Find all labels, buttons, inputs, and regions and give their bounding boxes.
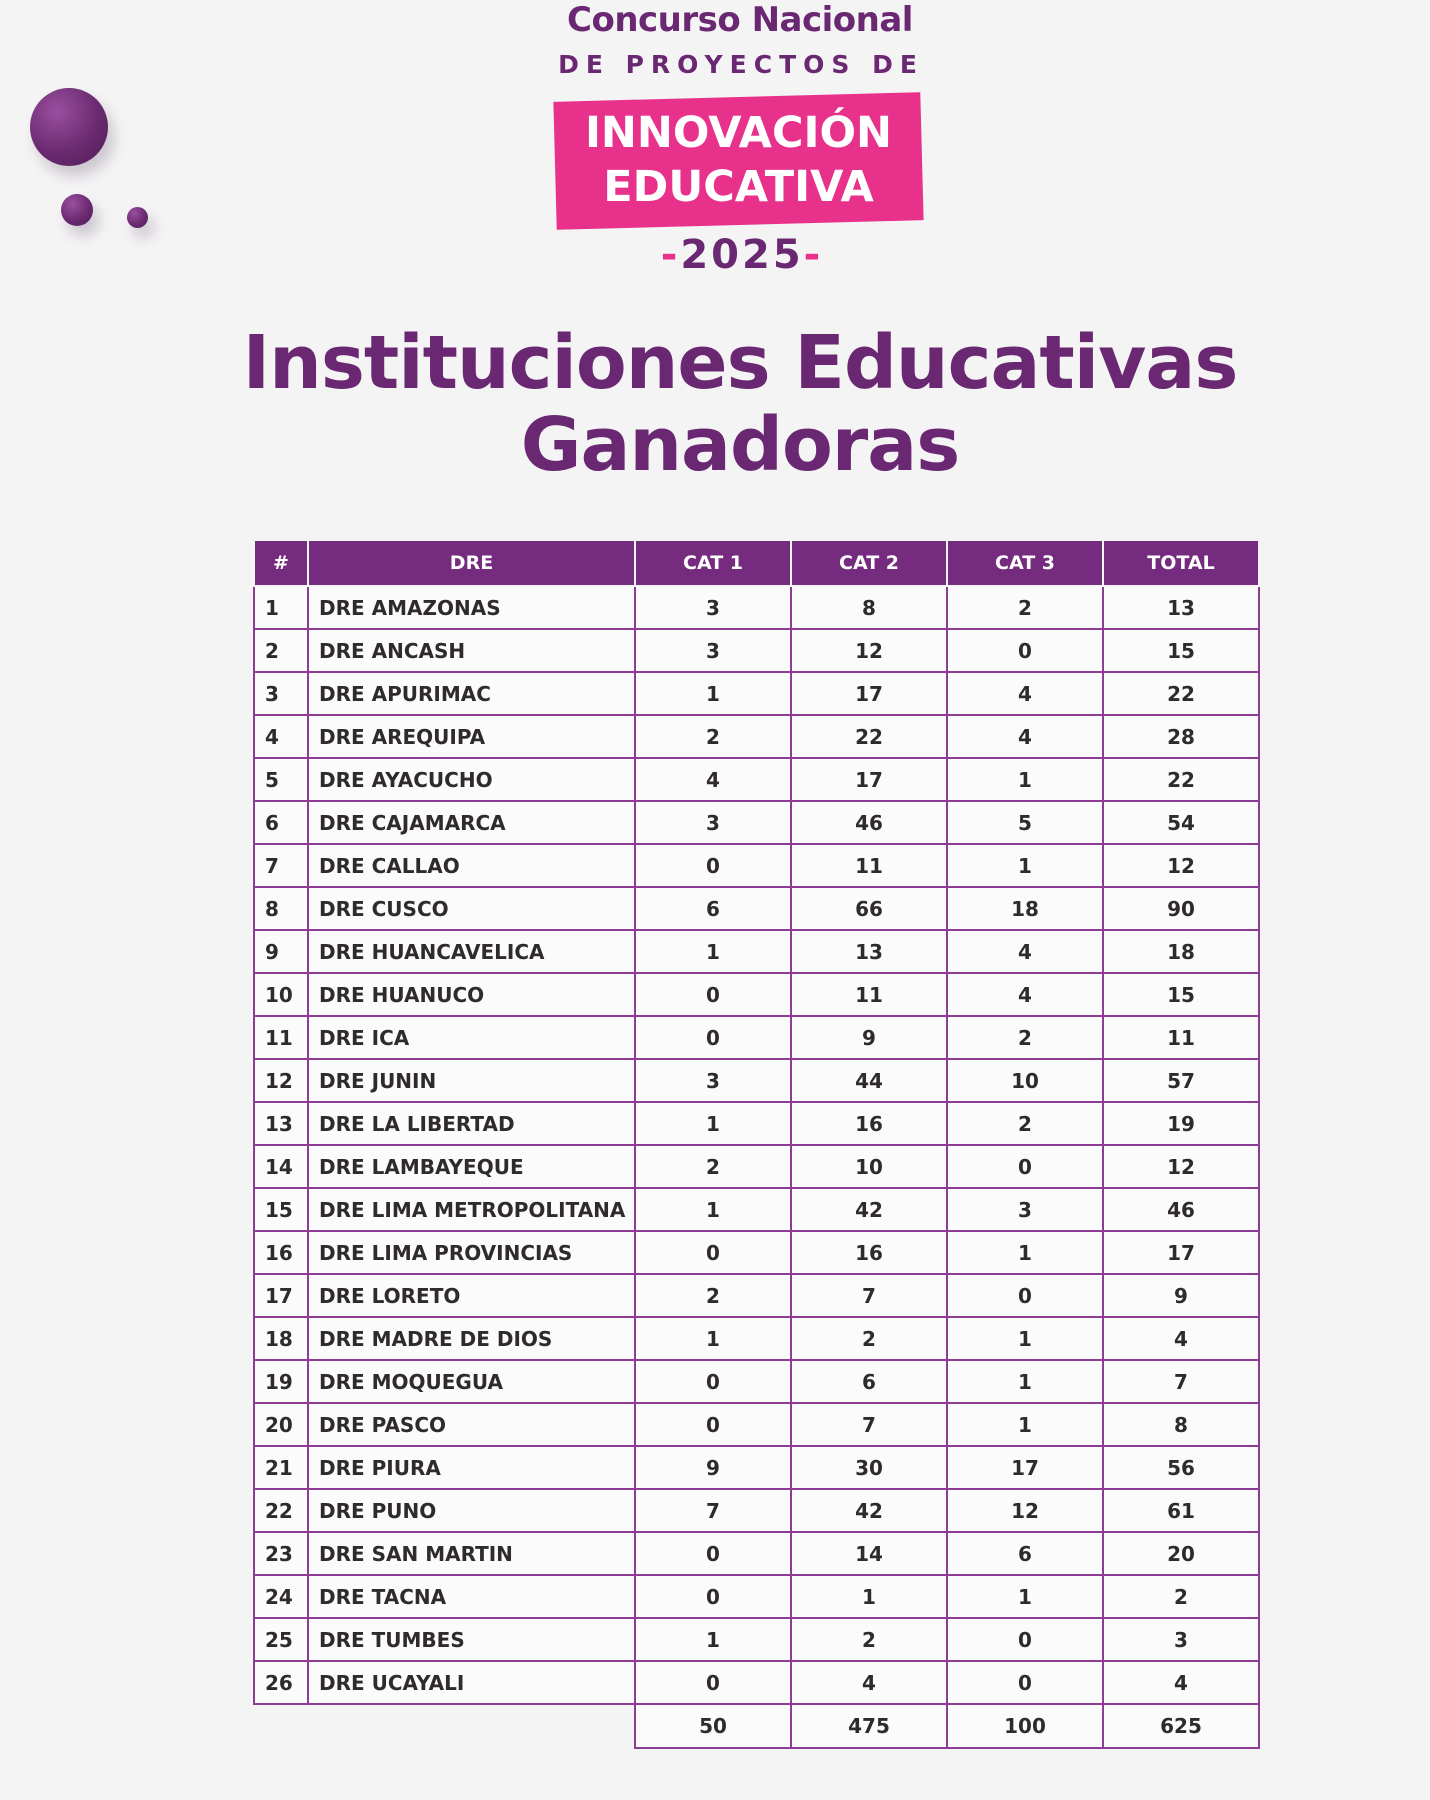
cat1-count: 1 (635, 930, 791, 973)
cat1-count: 1 (635, 1188, 791, 1231)
grand-total: 625 (1103, 1704, 1259, 1748)
cat3-count: 1 (947, 1575, 1103, 1618)
row-total: 2 (1103, 1575, 1259, 1618)
cat3-count: 4 (947, 973, 1103, 1016)
row-total: 18 (1103, 930, 1259, 973)
cat3-count: 1 (947, 1360, 1103, 1403)
logo-year (0, 232, 1430, 278)
row-number: 2 (254, 629, 308, 672)
cat1-count: 0 (635, 1360, 791, 1403)
row-number: 24 (254, 1575, 308, 1618)
row-total: 20 (1103, 1532, 1259, 1575)
row-total: 22 (1103, 758, 1259, 801)
row-number: 26 (254, 1661, 308, 1704)
table-row (254, 672, 1259, 715)
table-row (254, 1661, 1259, 1704)
cat3-count: 3 (947, 1188, 1103, 1231)
dre-name: DRE PUNO (308, 1489, 635, 1532)
cat1-count: 0 (635, 1231, 791, 1274)
small-dot-graphic (127, 207, 148, 228)
cat2-count: 2 (791, 1618, 947, 1661)
cat3-count: 2 (947, 586, 1103, 629)
row-number: 15 (254, 1188, 308, 1231)
cat2-count: 8 (791, 586, 947, 629)
row-number: 12 (254, 1059, 308, 1102)
table-row (254, 758, 1259, 801)
cat2-count: 17 (791, 758, 947, 801)
dre-name: DRE AMAZONAS (308, 586, 635, 629)
cat2-count: 22 (791, 715, 947, 758)
dre-name: DRE MADRE DE DIOS (308, 1317, 635, 1360)
column-header-dre: DRE (308, 540, 635, 586)
table-row (254, 1446, 1259, 1489)
cat2-count: 16 (791, 1102, 947, 1145)
table-row (254, 930, 1259, 973)
row-number: 11 (254, 1016, 308, 1059)
row-total: 4 (1103, 1317, 1259, 1360)
cat2-count: 16 (791, 1231, 947, 1274)
row-number: 4 (254, 715, 308, 758)
cat1-count: 0 (635, 1403, 791, 1446)
row-number: 18 (254, 1317, 308, 1360)
totals-row (254, 1704, 1259, 1748)
row-number: 1 (254, 586, 308, 629)
total-cat2: 475 (791, 1704, 947, 1748)
table-row (254, 1274, 1259, 1317)
logo-badge-text (555, 106, 922, 214)
table-row (254, 1618, 1259, 1661)
cat3-count: 1 (947, 1231, 1103, 1274)
row-total: 19 (1103, 1102, 1259, 1145)
row-total: 90 (1103, 887, 1259, 930)
row-total: 9 (1103, 1274, 1259, 1317)
row-total: 57 (1103, 1059, 1259, 1102)
cat1-count: 0 (635, 1016, 791, 1059)
cat3-count: 17 (947, 1446, 1103, 1489)
cat1-count: 1 (635, 672, 791, 715)
page-title-line1: Instituciones Educativas (242, 320, 1238, 406)
row-total: 11 (1103, 1016, 1259, 1059)
dre-name: DRE TUMBES (308, 1618, 635, 1661)
table-row (254, 1532, 1259, 1575)
row-total: 54 (1103, 801, 1259, 844)
table-row (254, 1575, 1259, 1618)
cat3-count: 1 (947, 1403, 1103, 1446)
cat2-count: 2 (791, 1317, 947, 1360)
cat2-count: 66 (791, 887, 947, 930)
cat3-count: 1 (947, 758, 1103, 801)
row-number: 19 (254, 1360, 308, 1403)
dre-name: DRE MOQUEGUA (308, 1360, 635, 1403)
row-number: 9 (254, 930, 308, 973)
dre-name: DRE CAJAMARCA (308, 801, 635, 844)
table-row (254, 1231, 1259, 1274)
table-row (254, 1145, 1259, 1188)
cat2-count: 7 (791, 1403, 947, 1446)
row-number: 13 (254, 1102, 308, 1145)
table-row (254, 887, 1259, 930)
cat2-count: 42 (791, 1489, 947, 1532)
cat2-count: 30 (791, 1446, 947, 1489)
row-number: 16 (254, 1231, 308, 1274)
row-number: 8 (254, 887, 308, 930)
row-number: 7 (254, 844, 308, 887)
dre-name: DRE LIMA PROVINCIAS (308, 1231, 635, 1274)
year-value: 2025 (680, 232, 804, 278)
totals-spacer (308, 1704, 635, 1748)
cat2-count: 14 (791, 1532, 947, 1575)
cat1-count: 0 (635, 844, 791, 887)
cat1-count: 1 (635, 1102, 791, 1145)
dre-name: DRE LA LIBERTAD (308, 1102, 635, 1145)
cat1-count: 0 (635, 973, 791, 1016)
badge-line-educativa: EDUCATIVA (603, 162, 874, 212)
row-number: 5 (254, 758, 308, 801)
table-row (254, 1489, 1259, 1532)
row-total: 15 (1103, 629, 1259, 672)
cat3-count: 0 (947, 1661, 1103, 1704)
row-total: 13 (1103, 586, 1259, 629)
row-total: 28 (1103, 715, 1259, 758)
cat1-count: 1 (635, 1317, 791, 1360)
row-number: 10 (254, 973, 308, 1016)
dre-name: DRE CUSCO (308, 887, 635, 930)
cat3-count: 6 (947, 1532, 1103, 1575)
table-row (254, 844, 1259, 887)
table-row (254, 1317, 1259, 1360)
column-header-number: # (254, 540, 308, 586)
dre-name: DRE JUNIN (308, 1059, 635, 1102)
row-total: 12 (1103, 844, 1259, 887)
table-row (254, 629, 1259, 672)
cat1-count: 4 (635, 758, 791, 801)
cat2-count: 9 (791, 1016, 947, 1059)
cat1-count: 2 (635, 1145, 791, 1188)
cat2-count: 11 (791, 844, 947, 887)
table-row (254, 801, 1259, 844)
table-body (254, 586, 1259, 1704)
row-total: 12 (1103, 1145, 1259, 1188)
row-number: 20 (254, 1403, 308, 1446)
year-dash-left: - (660, 232, 681, 278)
row-total: 46 (1103, 1188, 1259, 1231)
dre-name: DRE PASCO (308, 1403, 635, 1446)
row-number: 17 (254, 1274, 308, 1317)
row-total: 4 (1103, 1661, 1259, 1704)
dre-name: DRE CALLAO (308, 844, 635, 887)
dre-name: DRE ANCASH (308, 629, 635, 672)
cat2-count: 6 (791, 1360, 947, 1403)
dre-name: DRE ICA (308, 1016, 635, 1059)
logo-line-concurso: Concurso Nacional (567, 0, 913, 40)
cat1-count: 0 (635, 1532, 791, 1575)
row-total: 17 (1103, 1231, 1259, 1274)
cat2-count: 11 (791, 973, 947, 1016)
cat3-count: 0 (947, 629, 1103, 672)
badge-line-innovacion: INNOVACIÓN (584, 108, 893, 158)
table-header-row (254, 540, 1259, 586)
column-header-cat1: CAT 1 (635, 540, 791, 586)
table-row (254, 1188, 1259, 1231)
row-number: 21 (254, 1446, 308, 1489)
dre-name: DRE AREQUIPA (308, 715, 635, 758)
row-number: 25 (254, 1618, 308, 1661)
dre-name: DRE LAMBAYEQUE (308, 1145, 635, 1188)
year-dash-right: - (803, 232, 824, 278)
cat2-count: 10 (791, 1145, 947, 1188)
dre-name: DRE UCAYALI (308, 1661, 635, 1704)
page-title (0, 322, 1430, 486)
large-dot-graphic (30, 88, 108, 166)
cat3-count: 2 (947, 1016, 1103, 1059)
row-total: 22 (1103, 672, 1259, 715)
row-number: 6 (254, 801, 308, 844)
table-row (254, 1059, 1259, 1102)
totals-spacer (254, 1704, 308, 1748)
cat1-count: 0 (635, 1575, 791, 1618)
cat2-count: 7 (791, 1274, 947, 1317)
dre-name: DRE APURIMAC (308, 672, 635, 715)
dre-name: DRE AYACUCHO (308, 758, 635, 801)
dre-name: DRE LIMA METROPOLITANA (308, 1188, 635, 1231)
cat1-count: 2 (635, 1274, 791, 1317)
row-total: 61 (1103, 1489, 1259, 1532)
row-number: 3 (254, 672, 308, 715)
column-header-cat3: CAT 3 (947, 540, 1103, 586)
cat3-count: 0 (947, 1618, 1103, 1661)
dre-name: DRE SAN MARTIN (308, 1532, 635, 1575)
column-header-cat2: CAT 2 (791, 540, 947, 586)
dre-name: DRE HUANUCO (308, 973, 635, 1016)
row-number: 22 (254, 1489, 308, 1532)
cat1-count: 0 (635, 1661, 791, 1704)
column-header-total: TOTAL (1103, 540, 1259, 586)
cat3-count: 4 (947, 672, 1103, 715)
results-table (253, 539, 1260, 1749)
row-total: 8 (1103, 1403, 1259, 1446)
cat2-count: 46 (791, 801, 947, 844)
cat1-count: 3 (635, 1059, 791, 1102)
table-row (254, 715, 1259, 758)
table-row (254, 1360, 1259, 1403)
cat3-count: 1 (947, 844, 1103, 887)
table-row (254, 1403, 1259, 1446)
cat2-count: 12 (791, 629, 947, 672)
cat3-count: 18 (947, 887, 1103, 930)
cat1-count: 1 (635, 1618, 791, 1661)
row-number: 23 (254, 1532, 308, 1575)
row-total: 15 (1103, 973, 1259, 1016)
row-total: 3 (1103, 1618, 1259, 1661)
cat2-count: 1 (791, 1575, 947, 1618)
row-total: 56 (1103, 1446, 1259, 1489)
cat2-count: 42 (791, 1188, 947, 1231)
row-number: 14 (254, 1145, 308, 1188)
cat1-count: 9 (635, 1446, 791, 1489)
table-row (254, 1016, 1259, 1059)
dre-name: DRE LORETO (308, 1274, 635, 1317)
cat1-count: 7 (635, 1489, 791, 1532)
cat1-count: 2 (635, 715, 791, 758)
cat2-count: 13 (791, 930, 947, 973)
dre-name: DRE HUANCAVELICA (308, 930, 635, 973)
cat1-count: 3 (635, 801, 791, 844)
cat2-count: 4 (791, 1661, 947, 1704)
dre-name: DRE PIURA (308, 1446, 635, 1489)
cat3-count: 12 (947, 1489, 1103, 1532)
total-cat1: 50 (635, 1704, 791, 1748)
page-title-line2: Ganadoras (520, 402, 960, 488)
cat3-count: 10 (947, 1059, 1103, 1102)
cat3-count: 4 (947, 930, 1103, 973)
row-total: 7 (1103, 1360, 1259, 1403)
cat1-count: 3 (635, 629, 791, 672)
table-row (254, 973, 1259, 1016)
cat2-count: 17 (791, 672, 947, 715)
cat3-count: 0 (947, 1145, 1103, 1188)
dre-name: DRE TACNA (308, 1575, 635, 1618)
cat3-count: 5 (947, 801, 1103, 844)
cat3-count: 0 (947, 1274, 1103, 1317)
cat1-count: 3 (635, 586, 791, 629)
cat2-count: 44 (791, 1059, 947, 1102)
cat3-count: 1 (947, 1317, 1103, 1360)
cat3-count: 4 (947, 715, 1103, 758)
logo-line-proyectos: DE PROYECTOS DE (558, 50, 924, 79)
table-row (254, 586, 1259, 629)
total-cat3: 100 (947, 1704, 1103, 1748)
cat3-count: 2 (947, 1102, 1103, 1145)
cat1-count: 6 (635, 887, 791, 930)
table-row (254, 1102, 1259, 1145)
medium-dot-graphic (61, 194, 93, 226)
